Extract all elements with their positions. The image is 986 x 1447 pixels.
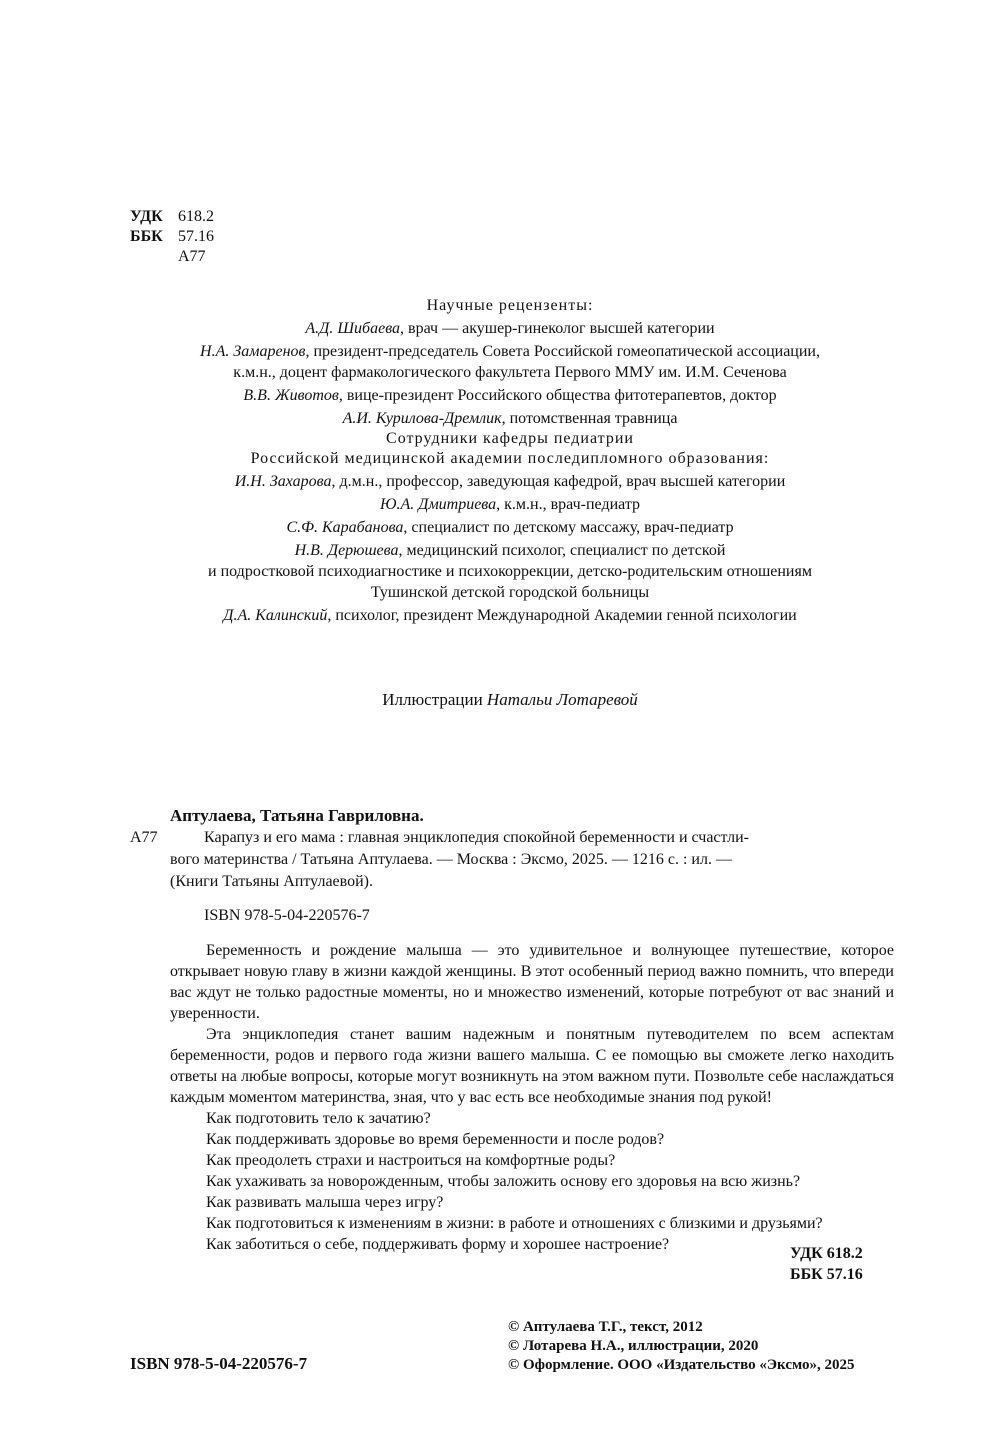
annotation bbox=[170, 940, 894, 1255]
question-item: Как заботиться о себе, поддерживать форму и хорошее настроение? bbox=[206, 1236, 670, 1253]
staff-entry: И.Н. Захарова, д.м.н., профессор, заведующая кафедрой, врач высшей категории bbox=[234, 473, 786, 490]
annotation-paragraph: Беременность и рождение малыша — это удивительное и волнующее путешествие, которое открывает новую главу в жизни каждой женщины. В этот особенный период важно помнить, что впереди вас ждут не только радостные моменты, но и множество изменений, которые потребуют от вас знаний и уверенности. bbox=[170, 942, 894, 1022]
footer-udk: УДК 618.2 bbox=[790, 1245, 863, 1262]
udk-label: УДК bbox=[130, 208, 163, 225]
question-item: Как подготовить тело к зачатию? bbox=[206, 1110, 431, 1127]
staff-heading-2: Российской медицинской академии последипломного образования: bbox=[250, 450, 770, 467]
bib-line-3: (Книги Татьяны Аптулаевой). bbox=[170, 873, 373, 890]
author-mark: А77 bbox=[178, 248, 206, 265]
annotation-paragraph: Эта энциклопедия станет вашим надежным и понятным путеводителем по всем аспектам беременности, родов и первого года жизни вашего малыша. С ее помощью вы сможете легко находить ответы на любые вопросы, которые могут возникнуть на этом важном пути. Позвольте себе наслаждаться каждым моментом материнства, зная, что у вас есть все необходимые знания под рукой! bbox=[170, 1026, 894, 1106]
question-item: Как преодолеть страхи и настроиться на комфортные роды? bbox=[206, 1152, 616, 1169]
copyright-line: © Оформление. ООО «Издательство «Эксмо», 2025 bbox=[508, 1357, 855, 1373]
question-item: Как подготовиться к изменениям в жизни: в работе и отношениях с близкими и друзьями? bbox=[206, 1215, 823, 1232]
question-item: Как поддерживать здоровье во время беременности и после родов? bbox=[206, 1131, 665, 1148]
staff-entry: Н.В. Дерюшева, медицинский психолог, специалист по детской и подростковой психодиагностике и психокоррекции, детско-родительским отношениям Тушинской детской городской больницы bbox=[208, 542, 812, 601]
question-item: Как ухаживать за новорожденным, чтобы заложить основу его здоровья на всю жизнь? bbox=[206, 1173, 801, 1190]
reviewers-section bbox=[120, 296, 900, 626]
bbk-label: ББК bbox=[130, 228, 163, 245]
copyright-line: © Аптулаева Т.Г., текст, 2012 bbox=[508, 1319, 703, 1335]
footer-codes bbox=[790, 1243, 863, 1285]
reviewers-heading: Научные рецензенты: bbox=[426, 297, 594, 314]
classification-codes bbox=[130, 207, 214, 267]
bib-mark: А77 bbox=[130, 829, 158, 846]
reviewer-entry: А.И. Курилова-Дремлик, потомственная травница bbox=[342, 410, 678, 427]
reviewer-entry: А.Д. Шибаева, врач — акушер-гинеколог высшей категории bbox=[305, 320, 715, 337]
bibliographic-record bbox=[130, 805, 892, 927]
udk-value: 618.2 bbox=[178, 208, 214, 225]
copyright-line: © Лотарева Н.А., иллюстрации, 2020 bbox=[508, 1338, 759, 1354]
reviewer-entry: Н.А. Замаренов, президент-председатель Совета Российской гомеопатической ассоциации, к.м.н., доцент фармакологического факультета Первого ММУ им. И.М. Сеченова bbox=[200, 343, 820, 381]
bib-line-2: вого материнства / Татьяна Аптулаева. — Москва : Эксмо, 2025. — 1216 с. : ил. — bbox=[170, 851, 732, 868]
question-item: Как развивать малыша через игру? bbox=[206, 1194, 444, 1211]
footer-isbn: ISBN 978-5-04-220576-7 bbox=[130, 1354, 308, 1373]
staff-entry: Д.А. Калинский, психолог, президент Международной Академии генной психологии bbox=[223, 607, 797, 624]
bib-author: Аптулаева, Татьяна Гавриловна. bbox=[170, 806, 424, 825]
reviewer-entry: В.В. Животов, вице-президент Российского общества фитотерапевтов, доктор bbox=[243, 387, 777, 404]
bib-isbn: ISBN 978-5-04-220576-7 bbox=[204, 907, 370, 924]
footer-bbk: ББК 57.16 bbox=[790, 1266, 863, 1283]
staff-entry: С.Ф. Карабанова, специалист по детскому массажу, врач-педиатр bbox=[286, 519, 734, 536]
bbk-value: 57.16 bbox=[178, 228, 214, 245]
illustrations-credit: Иллюстрации Натальи Лотаревой bbox=[382, 690, 638, 709]
copyright-block bbox=[508, 1318, 855, 1375]
bib-title-line: Карапуз и его мама : главная энциклопедия спокойной беременности и счастли- bbox=[204, 829, 749, 846]
staff-entry: Ю.А. Дмитриева, к.м.н., врач-педиатр bbox=[379, 496, 641, 513]
staff-heading-1: Сотрудники кафедры педиатрии bbox=[386, 430, 634, 447]
